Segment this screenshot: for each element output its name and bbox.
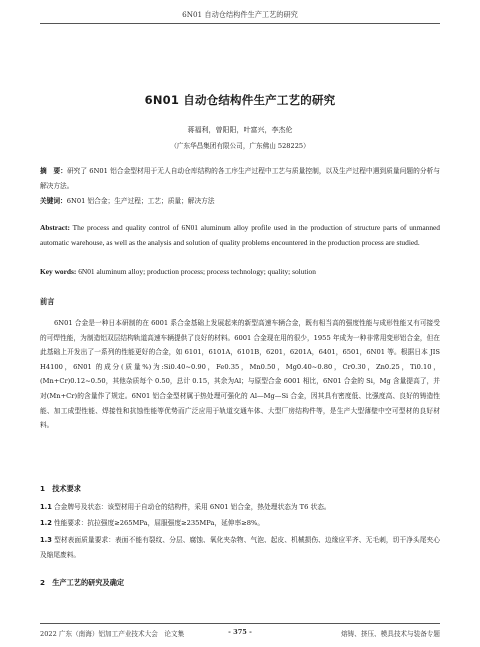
footer-rule xyxy=(40,623,440,624)
abstract-en-label: Abstract: xyxy=(40,223,70,232)
keywords-cn-text: 6N01 铝合金；生产过程；工艺；质量；解决方法 xyxy=(66,197,215,205)
affiliation: （广东华昌集团有限公司，广东佛山 528225） xyxy=(170,142,310,150)
requirement-text: 合金牌号及状态：该型材用于自动仓的结构件，采用 6N01 铝合金，热处理状态为 T6 状态。 xyxy=(54,503,331,511)
requirement-1-3 xyxy=(40,533,440,562)
keywords-cn xyxy=(40,194,440,209)
abstract-cn-text: 研究了 6N01 铝合金型材用于无人自动仓库结构的各工序生产过程中工艺与质量控制，以及生产过程中遇到质量问题的分析与解决方法。 xyxy=(40,167,440,190)
keywords-en-text: 6N01 aluminum alloy; production process; process technology; quality; solution xyxy=(78,267,316,276)
footer-topic: 熔铸、挤压、模具技术与装备专题 xyxy=(341,630,440,638)
section-heading-preface: 前言 xyxy=(40,297,55,306)
header-rule xyxy=(40,23,440,24)
keywords-cn-label: 关键词： xyxy=(40,197,67,205)
page-number: - 375 - xyxy=(228,628,252,636)
paper-title: 6N01 自动仓结构件生产工艺的研究 xyxy=(144,93,336,107)
abstract-en-text: The process and quality control of 6N01 aluminum alloy profile used in the production of structure parts of unmanned automatic warehouse, as well as the analysis and solution of quality problems encountered in the production process are studied. xyxy=(40,223,440,247)
section-heading-1: 1 技术要求 xyxy=(40,484,81,493)
requirement-number: 1.2 xyxy=(40,519,52,527)
abstract-en xyxy=(40,221,440,250)
keywords-en-label: Key words: xyxy=(40,267,77,276)
authors: 蒋福利，曾阳阳，叶富兴，李杰伦 xyxy=(187,126,293,134)
running-head: 6N01 自动仓结构件生产工艺的研究 xyxy=(182,10,298,19)
abstract-cn-label: 摘 要： xyxy=(40,167,67,175)
requirement-1-1 xyxy=(40,500,440,515)
preface-paragraph: 6N01 合金是一种日本研制的在 6001 系合金基础上发展起来的新型高速车辆合金，既有相当高的强度性能与成形性能又有可接受的可焊性能，为制造铝双层结构轨道高速车辆提供了良好的材料。6001 合金现在用的很少，1955 年成为一种非常用变形铝合金，但在此基础上开发出了一系列的性能更好的合金，如 6101，6101A，6101B，6201，6201A，6401，6501，6N01 等。根据日本 JIS H4100，6N01 的成分(质量%)为:Si0.40~0.90，Fe0.35，Mn0.50，Mg0.40~0.80，Cr0.30，Zn0.25，Ti0.10，(Mn+Cr)0.12~0.50，其他杂质每个 0.50，总计 0.15，其余为Al；与原型合金 6001 相比，6N01 合金的 Si，Mg 含量提高了，并对(Mn+Cr)的含量作了规定。6N01 铝合金型材属于热处理可强化的 Al—Mg—Si 合金，因其具有密度低、比强度高、良好的铸造性能、加工成型性能、焊接性和抗蚀性能等优势而广泛应用于轨道交通车体、大型厂房结构件等，是生产大型薄壁中空可型材的良好材料。 xyxy=(40,319,440,430)
requirement-text: 性能要求：抗拉强度≥265MPa，屈服强度≥235MPa，延伸率≥8%。 xyxy=(54,519,265,527)
requirement-number: 1.1 xyxy=(40,503,52,511)
requirement-number: 1.3 xyxy=(40,536,52,544)
requirement-text: 型材表面质量要求：表面不能有裂纹、分层、腐蚀、氧化夹杂物、气泡、起皮、机械损伤、边缘应平齐、无毛刺，切干净头尾夹心及缩尾废料。 xyxy=(40,536,440,559)
abstract-cn xyxy=(40,164,440,193)
requirement-1-2 xyxy=(40,516,440,531)
section-heading-2: 2 生产工艺的研究及确定 xyxy=(40,578,125,587)
keywords-en xyxy=(40,265,440,280)
footer-proceedings: 2022 广东（南海）铝加工产业技术大会 论文集 xyxy=(40,630,185,638)
